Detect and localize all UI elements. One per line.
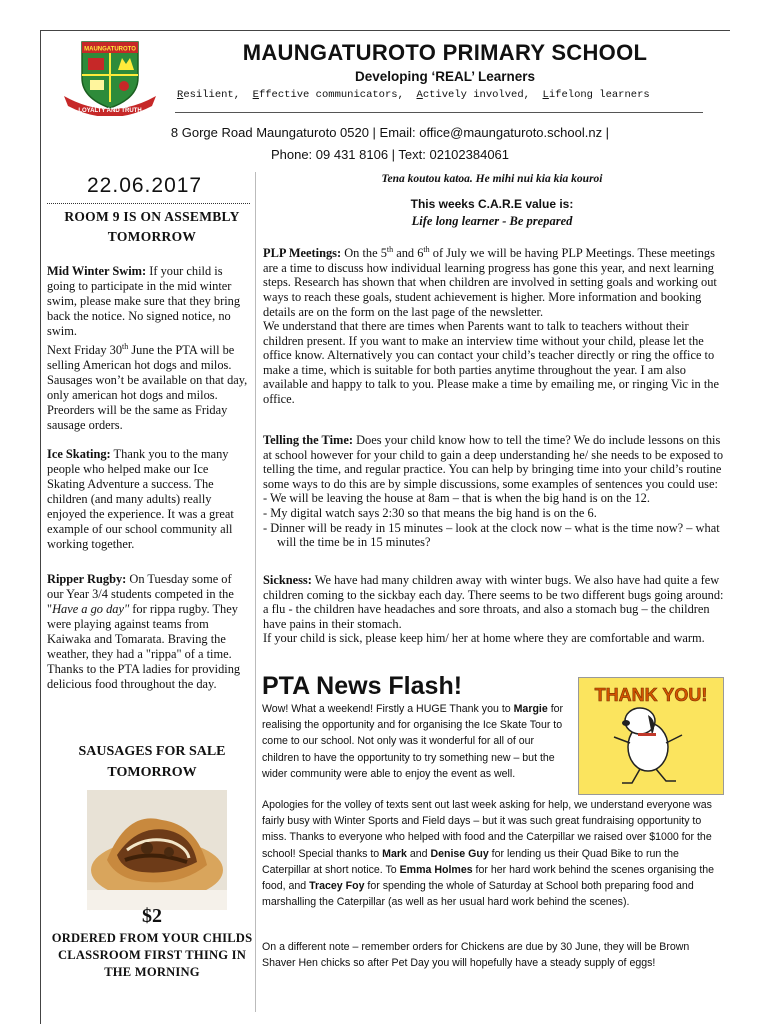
header-divider: [175, 112, 703, 113]
column-divider: [255, 172, 256, 1012]
mid-winter-swim-section: Mid Winter Swim: If your child is going to participate in the mid winter swim, please make sure that they bring back the notice. No signed notice, no swim. Next Friday 30th June the PTA will be selling American hot dogs and milos. Sausages won’t be available on that day, only american hot dogs and milos. Preorders will be the same as Friday sausage orders.: [47, 264, 248, 433]
ripper-rugby-section: Ripper Rugby: On Tuesday some of our Year 3/4 students competed in the "Have a go day" for rippa rugby. They were playing against teams from Kaiwaka and Tomarata. Braving the weather, they had a "rippa" of a time. Thanks to the PTA ladies for providing delicious food throughout the day.: [47, 572, 241, 691]
care-value: Life long learner - Be prepared: [411, 214, 573, 228]
school-crest-logo: [60, 36, 160, 116]
thank-you-text: THANK YOU!: [594, 685, 708, 705]
crest-motto-text: LOYALTY AND TRUTH: [78, 108, 142, 114]
pta-paragraph-3: On a different note – remember orders for Chickens are due by 30 June, they will be Brown Shaver Hen chicks so after Pet Day you will hopefully have a steady supply of eggs!: [262, 941, 690, 970]
newsletter-date: 22.06.2017: [87, 174, 203, 197]
address-line-2: Phone: 09 431 8106 | Text: 02102384061: [270, 147, 510, 162]
time-example: - Dinner will be ready in 15 minutes – look at the clock now – what is the time now? – what will the time be in 15 minutes?: [263, 520, 720, 550]
ice-skating-section: Ice Skating: Thank you to the many people who helped make our Ice Skating Adventure a success. The children (and many adults) really enjoyed the experience. It was a great example of our school community all working together.: [47, 447, 234, 551]
pta-news-title: PTA News Flash!: [262, 672, 463, 700]
plp-meetings-section: PLP Meetings: On the 5th and 6th of July we will be having PLP Meetings. These meetings are a time to discuss how individual learning progress has gone this year, and next learning steps. Research has shown that when children are involved in setting goals and working out ways to reach these goals, student achievement is higher. More information and booking details are on the form on the last page of the newsletter. We understand that there are times when Parents want to talk to teachers without their children present. If you want to make an interview time without your child, please let the office know. Alternatively you can contact your child’s teacher directly or ring the office to make a time, which is suitable for both parties anytime throughout the year. I am also available and happy to talk to you. Please make a time by emailing me, or ringing Vic in the office.: [263, 245, 719, 407]
order-instructions: ORDERED FROM YOUR CHILDS CLASSROOM FIRST THING IN THE MORNING: [51, 931, 253, 979]
pta-paragraph-2: Apologies for the volley of texts sent out last week asking for help, we understand everyone was fairly busy with Winter Sports and Field days – but it was such great fundraising opportunity to miss. Thanks to everyone who helped with food and the Caterpillar we raised over $1000 for the school! Special thanks to Mark and Denise Guy for lending us their Quad Bike to run the Caterpillar at short notice. To Emma Holmes for her hard work behind the scenes organising the food, and Tracey Foy for spending the whole of Saturday at School both preparing food and marshalling the Caterpillar (as well as her usual hard work behind the scenes).: [262, 799, 715, 909]
care-value-title: This weeks C.A.R.E value is:: [410, 197, 574, 211]
greeting: Tena koutou katoa. He mihi nui kia kia kouroi: [381, 173, 603, 185]
thank-you-snoopy-image: [578, 677, 724, 795]
telling-time-section: Telling the Time: Does your child know how to tell the time? We do include lessons on this at school however for your child to gain a deep understanding he/ she needs to be exposed to telling the time, and regular practice. You can help by bringing time into your child’s routine some ways to do this are by simple discussions, some examples of sentences you could use: - We will be leaving the house at 8am – that is when the big hand is on the 12. - My digital watch says 2:30 so that means the big hand is on the 6. - Dinner will be ready in 15 minutes – look at the clock now – what is the time now? – what will the time be in 15 minutes?: [263, 433, 724, 550]
sausage-price: $2: [142, 905, 162, 927]
time-example: - My digital watch says 2:30 so that means the big hand is on the 6.: [263, 505, 597, 520]
pta-paragraph-1: Wow! What a weekend! Firstly a HUGE Thank you to Margie for realising the opportunity and for organising the Ice Skate Tour to come to our school. Not only was it wonderful for all of our children to have the opportunity to try something new – but the wider community were able to enjoy the event as well.: [262, 703, 564, 780]
school-subtitle: Developing ‘REAL’ Learners: [354, 69, 536, 84]
hotdog-photo: [87, 790, 227, 910]
time-example: - We will be leaving the house at 8am – that is when the big hand is on the 12.: [263, 491, 650, 506]
school-title: MAUNGATUROTO PRIMARY SCHOOL: [242, 40, 648, 65]
room9-notice: ROOM 9 IS ON ASSEMBLY TOMORROW: [64, 209, 240, 244]
dotted-divider: [47, 203, 250, 204]
address-line-1: 8 Gorge Road Maungaturoto 0520 | Email: office@maungaturoto.school.nz |: [170, 125, 610, 140]
crest-name-text: MAUNGATUROTO: [84, 46, 136, 53]
school-values: Resilient, Effective communicators, Actively involved, Lifelong learners: [177, 89, 650, 101]
sausage-sale-heading: SAUSAGES FOR SALE TOMORROW: [78, 744, 226, 780]
contact-details: [110, 122, 670, 166]
sickness-section: Sickness: We have had many children away with winter bugs. We also have had quite a few children coming to the sickbay each day. There seems to be two different bugs going around: a flu - the children have headaches and sore throats, and also a stomach bug – the children have pains in their stomach. If your child is sick, please keep him/ her at home where they are comfortable and warm.: [263, 573, 724, 646]
